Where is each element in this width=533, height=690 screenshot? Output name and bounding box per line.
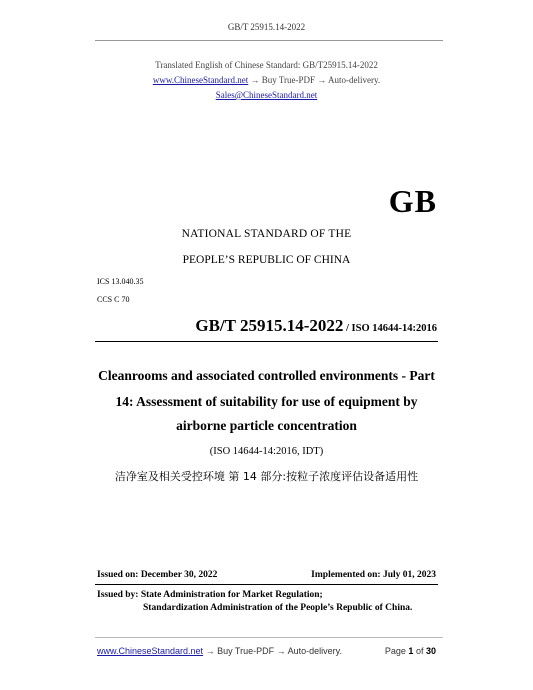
- site-link[interactable]: www.ChineseStandard.net: [152, 75, 249, 85]
- translation-note: [0, 60, 533, 100]
- page-of: of: [415, 646, 424, 656]
- dates-divider: [95, 584, 438, 585]
- title-line-1: Cleanrooms and associated controlled environments - Part: [98, 368, 435, 383]
- translation-line-3: [0, 90, 533, 100]
- implemented-date: Implemented on: July 01, 2023: [311, 570, 436, 580]
- iso-reference: / ISO 14644-14:2016: [343, 323, 437, 334]
- standard-code: GB/T 25915.14-2022: [195, 316, 344, 335]
- buy-note: → Buy True-PDF → Auto-delivery.: [248, 75, 381, 85]
- ics-code: ICS 13.040.35: [97, 277, 144, 286]
- national-standard-line-2: PEOPLE’S REPUBLIC OF CHINA: [182, 254, 351, 266]
- issued-by-line-2: Standardization Administration of the People’s Republic of China.: [143, 603, 413, 613]
- issued-by-line-1: Issued by: State Administration for Market Regulation;: [97, 590, 323, 600]
- ccs-code: CCS C 70: [97, 295, 130, 304]
- page-indicator: [385, 646, 436, 656]
- footer-note: [97, 646, 342, 656]
- standard-number: [195, 316, 437, 336]
- page-total: 30: [425, 646, 436, 656]
- page-label: Page: [384, 646, 406, 656]
- issued-date: Issued on: December 30, 2022: [97, 570, 218, 580]
- translation-line-2: [0, 75, 533, 85]
- footer-site-link[interactable]: www.ChineseStandard.net: [97, 646, 204, 656]
- title-line-3: airborne particle concentration: [176, 418, 357, 433]
- iso-idt-note: (ISO 14644-14:2016, IDT): [209, 446, 324, 457]
- footer-divider: [95, 637, 443, 638]
- page-header-title: GB/T 25915.14-2022: [227, 22, 306, 32]
- standard-divider: [95, 341, 438, 342]
- email-link[interactable]: Sales@ChineseStandard.net: [215, 90, 318, 100]
- national-standard-line-1: NATIONAL STANDARD OF THE: [181, 228, 352, 240]
- chinese-title: 洁净室及相关受控环境 第 14 部分:按粒子浓度评估设备适用性: [114, 470, 419, 483]
- gb-logo: GB: [388, 183, 437, 219]
- translation-line-1: Translated English of Chinese Standard: GB/T25915.14-2022: [155, 60, 378, 70]
- header-divider: [95, 40, 443, 41]
- footer-buy-note: → Buy True-PDF → Auto-delivery.: [203, 646, 342, 656]
- title-line-2: 14: Assessment of suitability for use of equipment by: [115, 394, 418, 409]
- page-current: 1: [408, 646, 414, 656]
